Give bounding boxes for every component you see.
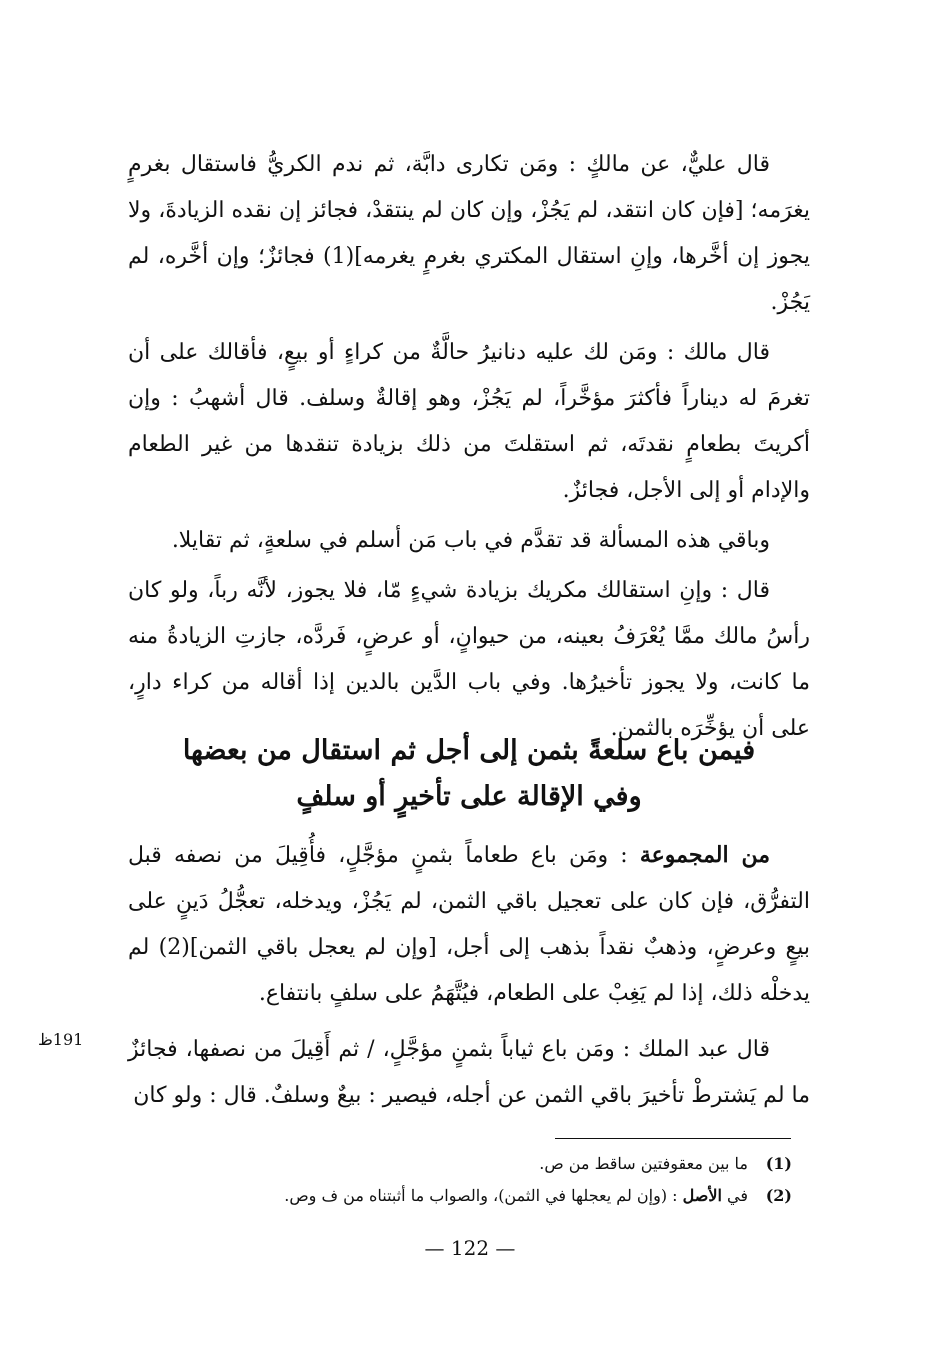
footnote-divider: [555, 1138, 791, 1139]
page-number: — 122 —: [424, 1236, 516, 1260]
footnote-text: [128, 1180, 748, 1212]
footnote: [128, 1148, 792, 1180]
paragraph: قال عبد الملك : ومَن باع ثياباً بثمنٍ مؤجَّلٍ، / ثم أَقِيلَ من نصفها، فجائزٌ ما لم يَشترطْ تأخيرَ باقي الثمن عن أجله، فيصير : بيعٌ وسلفٌ. قال : ولو كان: [128, 1037, 810, 1108]
paragraph: [128, 832, 810, 1017]
footnote-text-pre: في: [721, 1186, 748, 1205]
heading-line-2: وفي الإقالة على تأخيرٍ أو سلفٍ: [296, 781, 642, 812]
footnote-number: (1): [765, 1154, 792, 1173]
section-paragraphs: [128, 832, 810, 1119]
footnotes: [128, 1148, 792, 1212]
paragraph: قال : وإنِ استقالك مكريك بزيادة شيءٍ مّا، فلا يجوز، لأنَّه رباً، ولو كان رأسُ مالك ممَّا يُعْرَفُ بعينه، من حيوانٍ، أو عرضٍ، فَردَّه، جازتِ الزيادةُ منه ما كانت، ولا يجوز تأخيرُها. وفي باب الدَّين بالدين إذا أقاله من كراء دارٍ، على أن يؤخِّرَه بالثمن.: [128, 578, 810, 741]
manuscript-folio-note: 191ظ: [38, 1030, 84, 1049]
paragraph-text: : ومَن باع طعاماً بثمنٍ مؤجَّلٍ، فأُقِيلَ من نصفه قبل التفرُّق، فإن كان على تعجيل باقي الثمن، لم يَجُزْ، ويدخله، تعجُّلُ دَينٍ على بيعٍ وعرضٍ، وذهبٌ نقداً بذهب إلى أجل، [وإن لم يعجل باقي الثمن](2) لم يدخلْه ذلك، إذا لم يَغِبْ على الطعام، فيُتَّهَمُ على سلفٍ بانتفاع.: [128, 843, 810, 1006]
top-paragraphs: [128, 142, 810, 752]
paragraph: وباقي هذه المسألة قد تقدَّم في باب مَن أسلم في سلعةٍ، ثم تقايلا.: [171, 528, 770, 553]
heading-line-1: فيمن باع سلعةً بثمن إلى أجل ثم استقال من بعضها: [182, 735, 756, 766]
footnote-text-post: : (وإن لم يعجلها في الثمن)، والصواب ما أثبتناه من ف وص.: [284, 1186, 683, 1205]
paragraph: قال عليٌّ، عن مالكٍ : ومَن تكارى دابَّة، ثم ندم الكريُّ فاستقال بغرمٍ يغرَمه؛ [فإن كان انتقد، لم يَجُزْ، وإن كان لم ينتقدْ، فجائز إن نقده الزيادةَ، ولا يجوز إن أخَّرها، وإنِ استقال المكتري بغرمٍ يغرمه](1) فجائزٌ؛ وإن أخَّره، لم يَجُزْ.: [128, 152, 810, 315]
source-name: من المجموعة: [639, 842, 770, 868]
section-heading: [128, 728, 810, 820]
footnote: [128, 1180, 792, 1212]
footnote-number: (2): [765, 1186, 792, 1205]
footnote-text: ما بين معقوفتين ساقط من ص.: [539, 1154, 748, 1173]
footnote-text-bold: الأصل: [682, 1186, 722, 1205]
paragraph: قال مالك : ومَن لك عليه دنانيرُ حالَّةٌ من كراءٍ أو بيعٍ، فأقالك على أن تغرمَ له ديناراً فأكثرَ مؤخَّراً، لم يَجُزْ، وهو إقالةٌ وسلف. قال أشهبُ : وإن أكريتَ بطعامٍ نقدتَه، ثم استقلتَ من ذلك بزيادة تنقدها من غير الطعام والإدام أو إلى الأجل، فجائزٌ.: [128, 340, 810, 503]
